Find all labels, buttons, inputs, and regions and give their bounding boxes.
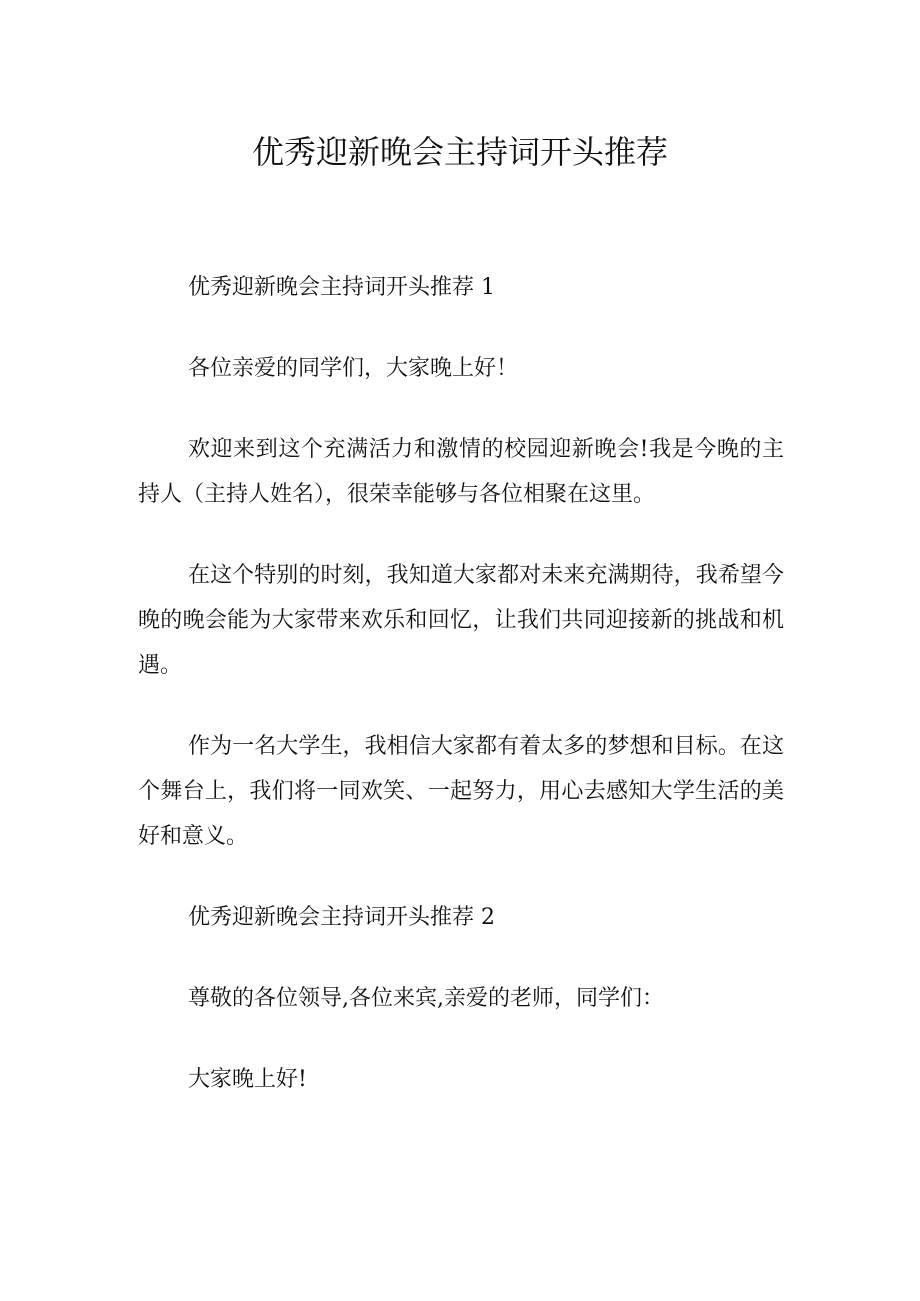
expectation-paragraph: 在这个特别的时刻，我知道大家都对未来充满期待，我希望今晚的晚会能为大家带来欢乐和回忆，让我们共同迎接新的挑战和机遇。 [138,563,784,678]
document-body [138,265,784,1138]
section-heading-2: 优秀迎新晚会主持词开头推荐 2 [188,905,495,930]
welcome-paragraph: 欢迎来到这个充满活力和激情的校园迎新晚会!我是今晚的主持人（主持人姓名），很荣幸能够与各位相聚在这里。 [138,437,784,507]
dream-paragraph: 作为一名大学生，我相信大家都有着太多的梦想和目标。在这个舞台上，我们将一同欢笑、一起努力，用心去感知大学生活的美好和意义。 [138,734,784,849]
salutation-paragraph: 尊敬的各位领导,各位来宾,亲爱的老师，同学们： [188,986,664,1011]
document-title: 优秀迎新晚会主持词开头推荐 [251,133,668,171]
evening-greeting-paragraph: 大家晚上好! [188,1067,307,1092]
greeting-paragraph: 各位亲爱的同学们，大家晚上好！ [188,356,519,381]
section-heading-1: 优秀迎新晚会主持词开头推荐 1 [188,275,495,300]
